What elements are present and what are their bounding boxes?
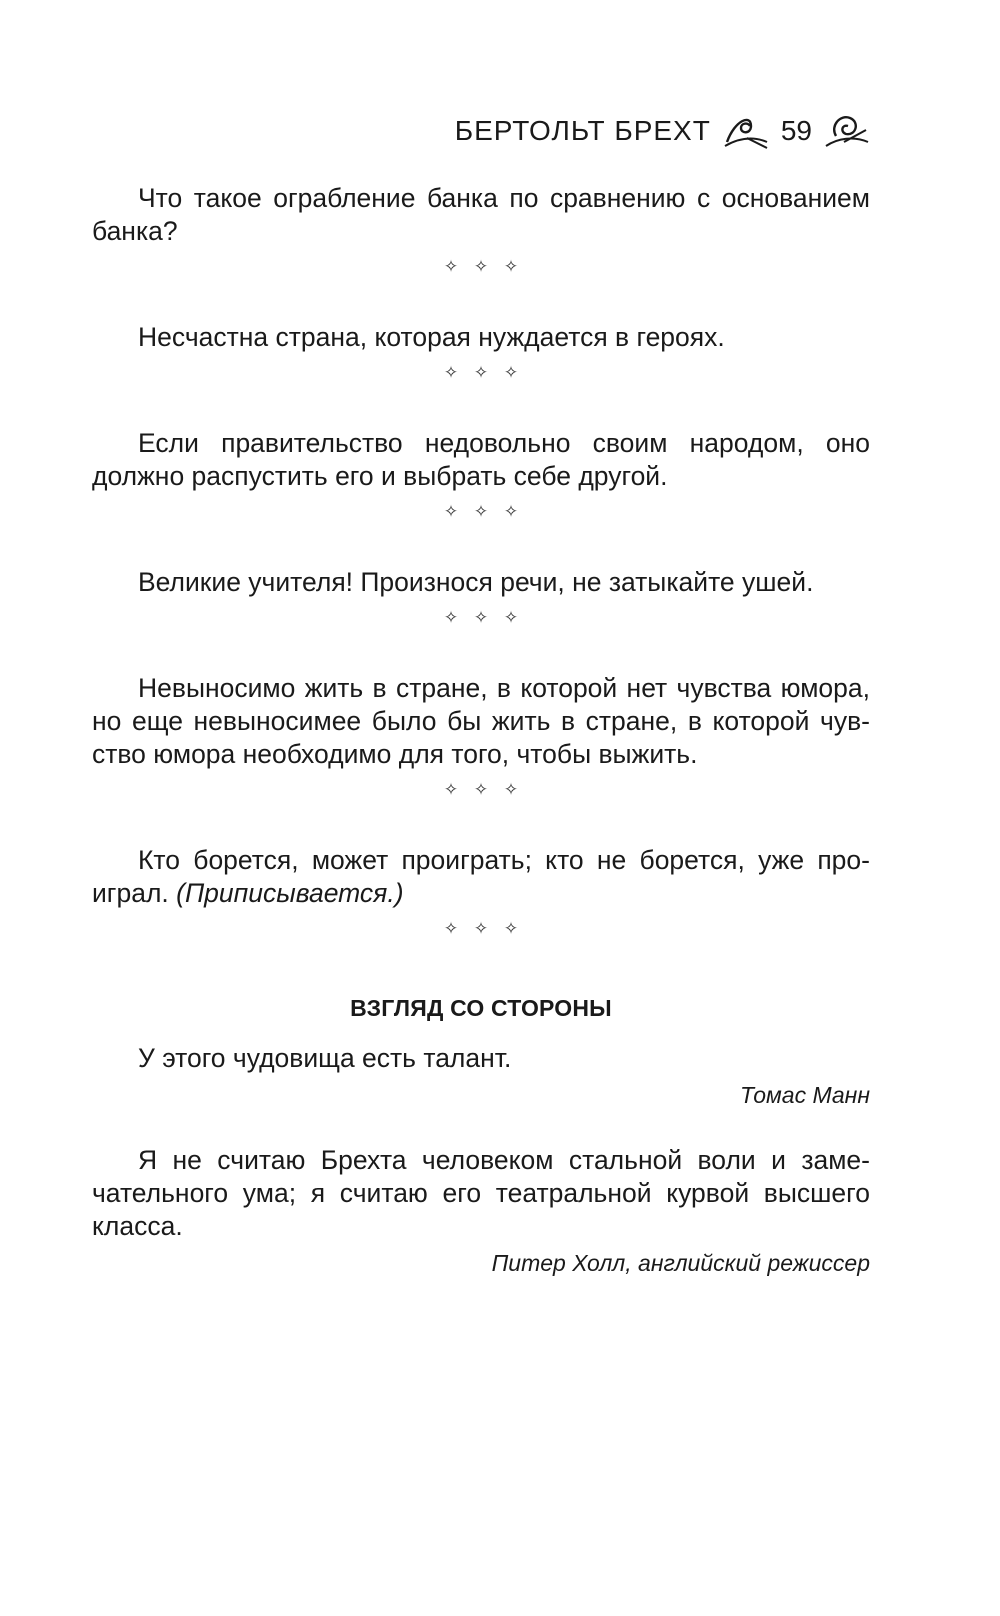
- quote-author: Томас Манн: [739, 1082, 870, 1108]
- quote-6-text: Кто борется, может проиграть; кто не борется, уже проиграл.: [92, 845, 870, 908]
- flourish-right-icon: [822, 112, 872, 150]
- quote-2: Несчастна страна, которая нуждается в героях.: [138, 322, 725, 352]
- separator: [92, 364, 870, 381]
- star-icon: ✧: [473, 257, 489, 276]
- running-title: БЕРТОЛЬТ БРЕХТ: [454, 115, 711, 146]
- outside-quote-1: У этого чудовища есть талант.: [138, 1043, 512, 1073]
- star-icon: ✧: [503, 363, 519, 382]
- quote-6: [92, 844, 870, 910]
- star-icon: ✧: [473, 608, 489, 627]
- page-number: 59: [780, 115, 812, 146]
- quote-5: Невыносимо жить в стране, в которой нет чувства юмора, но еще невыносимее было бы жить в стране, в которой чувство юмора необходимо для того, чтобы выжить.: [92, 673, 870, 769]
- star-icon: ✧: [443, 257, 459, 276]
- section-title: ВЗГЛЯД СО СТОРОНЫ: [350, 995, 612, 1021]
- star-icon: ✧: [503, 919, 519, 938]
- star-icon: ✧: [503, 608, 519, 627]
- separator: [92, 920, 870, 937]
- page-header: [455, 112, 872, 150]
- quote-1: Что такое ограбление банка по сравнению с основанием банка?: [92, 183, 870, 246]
- separator: [92, 609, 870, 626]
- star-icon: ✧: [503, 502, 519, 521]
- star-icon: ✧: [443, 919, 459, 938]
- separator: [92, 781, 870, 798]
- star-icon: ✧: [473, 363, 489, 382]
- flourish-left-icon: [721, 112, 771, 150]
- star-icon: ✧: [503, 257, 519, 276]
- page-content: [92, 182, 870, 1278]
- star-icon: ✧: [443, 363, 459, 382]
- separator: [92, 258, 870, 275]
- separator: [92, 503, 870, 520]
- star-icon: ✧: [443, 780, 459, 799]
- star-icon: ✧: [443, 608, 459, 627]
- star-icon: ✧: [473, 502, 489, 521]
- star-icon: ✧: [473, 780, 489, 799]
- quote-6-note: (Приписывается.): [176, 878, 404, 908]
- quote-4: Великие учителя! Произнося речи, не затыкайте ушей.: [138, 567, 814, 597]
- star-icon: ✧: [443, 502, 459, 521]
- outside-quote-2: Я не считаю Брехта человеком стальной воли и замечательного ума; я считаю его театральной курвой высшего класса.: [92, 1145, 870, 1241]
- star-icon: ✧: [503, 780, 519, 799]
- star-icon: ✧: [473, 919, 489, 938]
- quote-author: Питер Холл, английский режиссер: [491, 1250, 870, 1276]
- quote-3: Если правительство недовольно своим народом, оно должно распустить его и выбрать себе другой.: [92, 428, 870, 491]
